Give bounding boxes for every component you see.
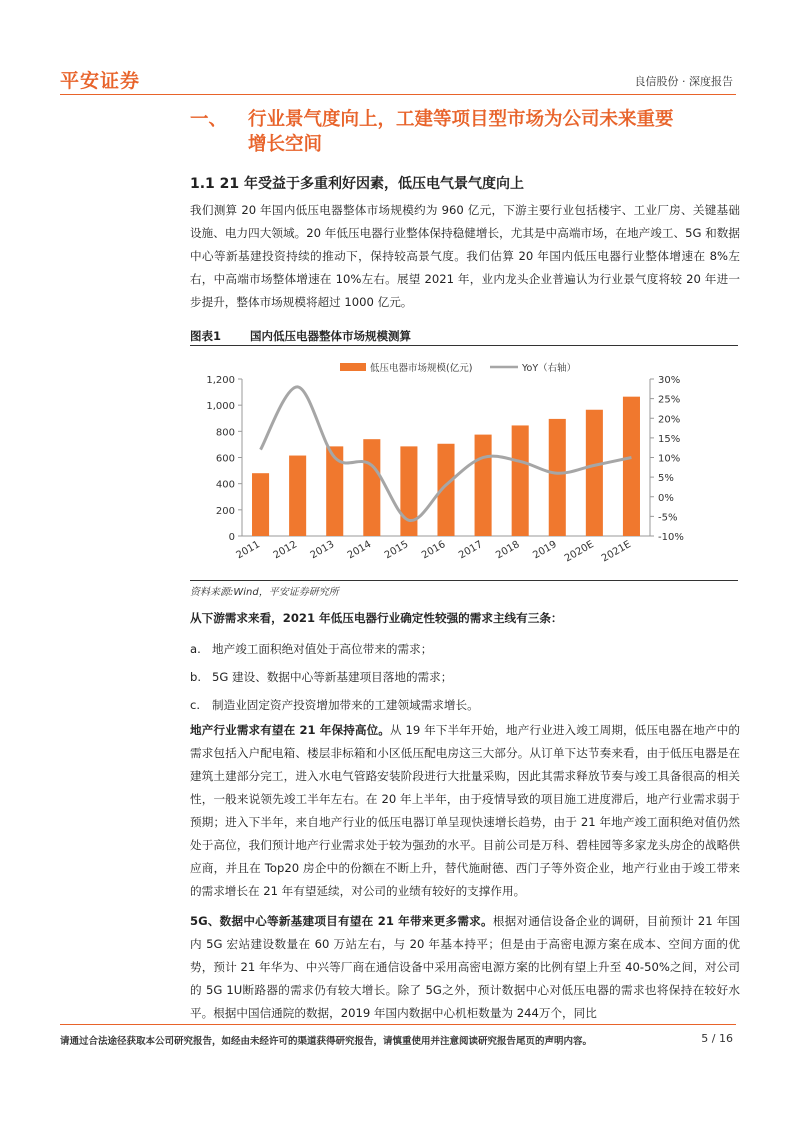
bar xyxy=(326,446,343,536)
x-tick-label: 2011 xyxy=(234,539,263,562)
list-item xyxy=(190,697,479,713)
subsection-title: 1.1 21 年受益于多重利好因素，低压电气景气度向上 xyxy=(190,176,525,192)
section-title-line1: 行业景气度向上，工建等项目型市场为公司未来重要 xyxy=(248,109,674,130)
brand-logo: 平安证券 xyxy=(60,70,141,92)
section-number: 一、 xyxy=(190,109,228,130)
real-estate-paragraph xyxy=(190,719,740,903)
list-text: 地产竣工面积绝对值处于高位带来的需求； xyxy=(212,642,433,656)
list-marker: c. xyxy=(190,698,201,712)
page-number: 5 / 16 xyxy=(701,1032,733,1045)
bar xyxy=(363,439,380,536)
new-infra-body: 根据对通信设备企业的调研，目前预计 21 年国内 5G 宏站建设数量在 60 万站左右，与 20 年基本持平；但是由于高密电源方案在成本、空间方面的优势，预计 21 年华为、中兴等厂商在通信设备中采用高密电源方案的比例有望上升至 40-50%之间，对公司的 5G 1U断路器的需求仍有较大增长。除了 5G之外，预计数据中心对低压电器的需求也将保持在较好水平。根据中国信通院的数据，2019 年国内数据中心机柜数量为 244万个，同比 xyxy=(190,914,741,1020)
y-tick-label-left: 800 xyxy=(215,427,235,439)
figure-source: 资料来源:Wind，平安证券研究所 xyxy=(190,587,339,598)
bar xyxy=(512,425,529,536)
list-text: 制造业固定资产投资增加带来的工建领域需求增长。 xyxy=(212,698,479,712)
real-estate-body: 从 19 年下半年开始，地产行业进入竣工周期，低压电器在地产中的需求包括入户配电箱、楼层非标箱和小区低压配电房这三大部分。从订单下达节奏来看，由于低压电器是在建筑土建部分完工，进入水电气管路安装阶段进行大批量采购，因此其需求释放节奏与竣工具备很高的相关性，一般来说领先竣工半年左右。在 20 年上半年，由于疫情导致的项目施工进度滞后，地产行业需求弱于预期；进入下半年，来自地产行业的低压电器订单呈现快速增长趋势，由于 21 年地产竣工面积绝对值仍然处于高位，我们预计地产行业需求处于较为强劲的水平。目前公司是万科、碧桂园等多家龙头房企的战略供应商，并且在 Top20 房企中的份额在不断上升，替代施耐德、西门子等外资企业，地产行业由于竣工带来的需求增长在 21 年有望延续，对公司的业绩有较好的支撑作用。 xyxy=(190,723,740,898)
y-tick-label-left: 600 xyxy=(215,453,235,465)
x-tick-label: 2021E xyxy=(599,539,633,565)
intro-paragraph: 我们测算 20 年国内低压电器整体市场规模约为 960 亿元，下游主要行业包括楼宇、工业厂房、关键基础设施、电力四大领域。20 年低压电器行业整体保持稳健增长，尤其是中高端市场，在地产竣工、5G 和数据中心等新基建投资持续的推动下，保持较高景气度。我们估算 20 年国内低压电器行业整体增速在 8%左右，中高端市场整体增速在 10%左右。展望 2021 年，业内龙头企业普遍认为行业景气度将较 20 年进一步提升，整体市场规模将超过 1000 亿元。 xyxy=(190,203,740,309)
list-marker: a. xyxy=(190,642,201,656)
y-tick-label-right: 10% xyxy=(658,453,681,465)
section-title xyxy=(190,107,750,157)
new-infra-paragraph xyxy=(190,910,740,1025)
y-tick-label-right: -5% xyxy=(658,512,678,524)
y-tick-label-right: 0% xyxy=(658,492,674,504)
figure-caption: 国内低压电器整体市场规模测算 xyxy=(250,329,411,343)
y-tick-label-right: 25% xyxy=(658,394,681,406)
y-tick-label-left: 200 xyxy=(215,505,235,517)
x-tick-label: 2014 xyxy=(345,539,374,562)
real-estate-lead: 地产行业需求有望在 21 年保持高位。 xyxy=(190,723,391,737)
y-tick-label-right: 5% xyxy=(658,473,674,485)
x-tick-label: 2017 xyxy=(457,539,485,562)
bar xyxy=(252,473,269,536)
x-tick-label: 2013 xyxy=(308,539,337,562)
section-title-line2: 增长空间 xyxy=(248,134,323,155)
y-tick-label-right: 30% xyxy=(658,375,681,386)
new-infra-lead: 5G、数据中心等新基建项目有望在 21 年带来更多需求。 xyxy=(190,914,493,928)
list-item xyxy=(190,669,452,685)
x-tick-label: 2016 xyxy=(419,539,448,562)
x-tick-label: 2018 xyxy=(494,539,522,562)
list-marker: b. xyxy=(190,670,202,684)
figure-top-rule xyxy=(190,345,738,346)
header-divider xyxy=(60,94,736,95)
demand-lead: 从下游需求来看，2021 年低压电器行业确定性较强的需求主线有三条： xyxy=(190,611,563,625)
legend-label-line: YoY（右轴） xyxy=(522,363,577,374)
y-tick-label-right: 15% xyxy=(658,433,681,445)
y-tick-label-left: 1,200 xyxy=(206,375,235,386)
legend-label-bar: 低压电器市场规模(亿元) xyxy=(370,363,473,374)
bar xyxy=(289,456,306,536)
figure-bottom-rule xyxy=(190,580,738,581)
list-text: 5G 建设、数据中心等新基建项目落地的需求； xyxy=(212,670,453,684)
legend-swatch-bar xyxy=(340,363,366,371)
figure-label: 图表1 xyxy=(190,329,222,343)
figure-title xyxy=(190,328,411,344)
x-tick-label: 2015 xyxy=(382,539,411,562)
y-tick-label-left: 0 xyxy=(228,532,235,543)
market-size-chart xyxy=(190,350,738,578)
x-tick-label: 2019 xyxy=(531,539,559,562)
y-tick-label-left: 400 xyxy=(215,479,235,491)
bar xyxy=(623,397,640,536)
report-header: 良信股份 · 深度报告 xyxy=(634,75,733,88)
y-tick-label-right: -10% xyxy=(658,532,684,543)
y-tick-label-left: 1,000 xyxy=(206,401,235,413)
list-item xyxy=(190,641,432,657)
bar xyxy=(475,435,492,536)
bar xyxy=(400,446,417,536)
footer-disclaimer: 请通过合法途径获取本公司研究报告，如经由未经许可的渠道获得研究报告，请慎重使用并注意阅读研究报告尾页的声明内容。 xyxy=(60,1036,593,1047)
x-tick-label: 2020E xyxy=(562,539,596,565)
footer-divider xyxy=(60,1024,736,1025)
bar xyxy=(549,419,566,536)
y-tick-label-right: 20% xyxy=(658,414,681,426)
bar xyxy=(586,410,603,536)
x-tick-label: 2012 xyxy=(271,539,300,562)
